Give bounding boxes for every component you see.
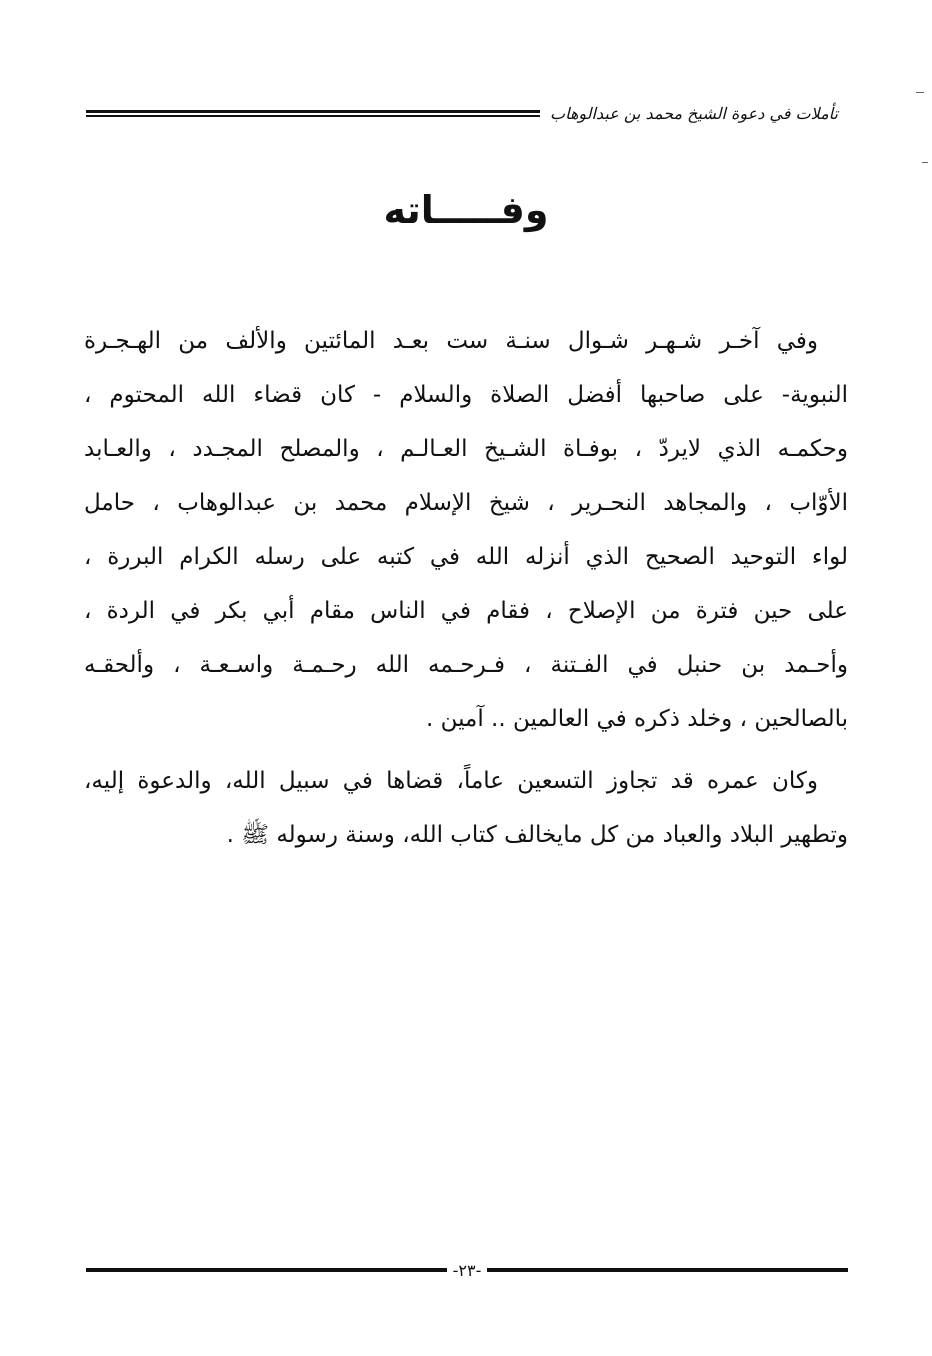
body-text: [84, 314, 848, 862]
scan-mark: [922, 162, 928, 163]
text-line: النبوية- على صاحبها أفضل الصلاة والسلام - كان قضاء الله المحتوم ،: [84, 382, 848, 408]
page-number: -٢٣-: [452, 1260, 482, 1280]
footer-rule-right: [487, 1268, 848, 1272]
paragraph-2: [84, 754, 848, 862]
text-line: وحكمـه الذي لايردّ ، بوفـاة الشـيخ العـالـم ، والمصلح المجـدد ، والعـابد: [84, 436, 848, 462]
text-line: وتطهير البلاد والعباد من كل مايخالف كتاب الله، وسنة رسوله ﷺ .: [226, 822, 848, 848]
running-header: [86, 98, 838, 128]
running-title: تأملات في دعوة الشيخ محمد بن عبدالوهاب: [550, 103, 838, 123]
text-line: وأحـمد بن حنبل في الفـتنة ، فـرحـمه الله رحـمـة واسـعـة ، وألحقـه: [84, 652, 848, 678]
text-line: لواء التوحيد الصحيح الذي أنزله الله في كتبه على رسله الكرام البررة ،: [84, 544, 848, 570]
text-line: وفي آخـر شـهـر شـوال سنـة ست بعـد المائتين والألف من الهـجـرة: [84, 328, 818, 354]
header-rule: [86, 110, 540, 117]
paragraph-1: [84, 314, 848, 746]
text-line: الأوّاب ، والمجاهد النحـرير ، شيخ الإسلام محمد بن عبدالوهاب ، حامل: [84, 490, 848, 516]
chapter-title: وفـــــاته: [383, 188, 549, 232]
footer-rule-left: [86, 1268, 447, 1272]
text-line: بالصالحين ، وخلد ذكره في العالمين .. آمين .: [425, 706, 848, 732]
page-footer: [86, 1260, 848, 1280]
text-line: على حين فترة من الإصلاح ، فقام في الناس مقام أبي بكر في الردة ،: [84, 598, 848, 624]
text-line: وكان عمره قد تجاوز التسعين عاماً، قضاها في سبيل الله، والدعوة إليه،: [84, 768, 818, 794]
scan-mark: [916, 92, 924, 93]
